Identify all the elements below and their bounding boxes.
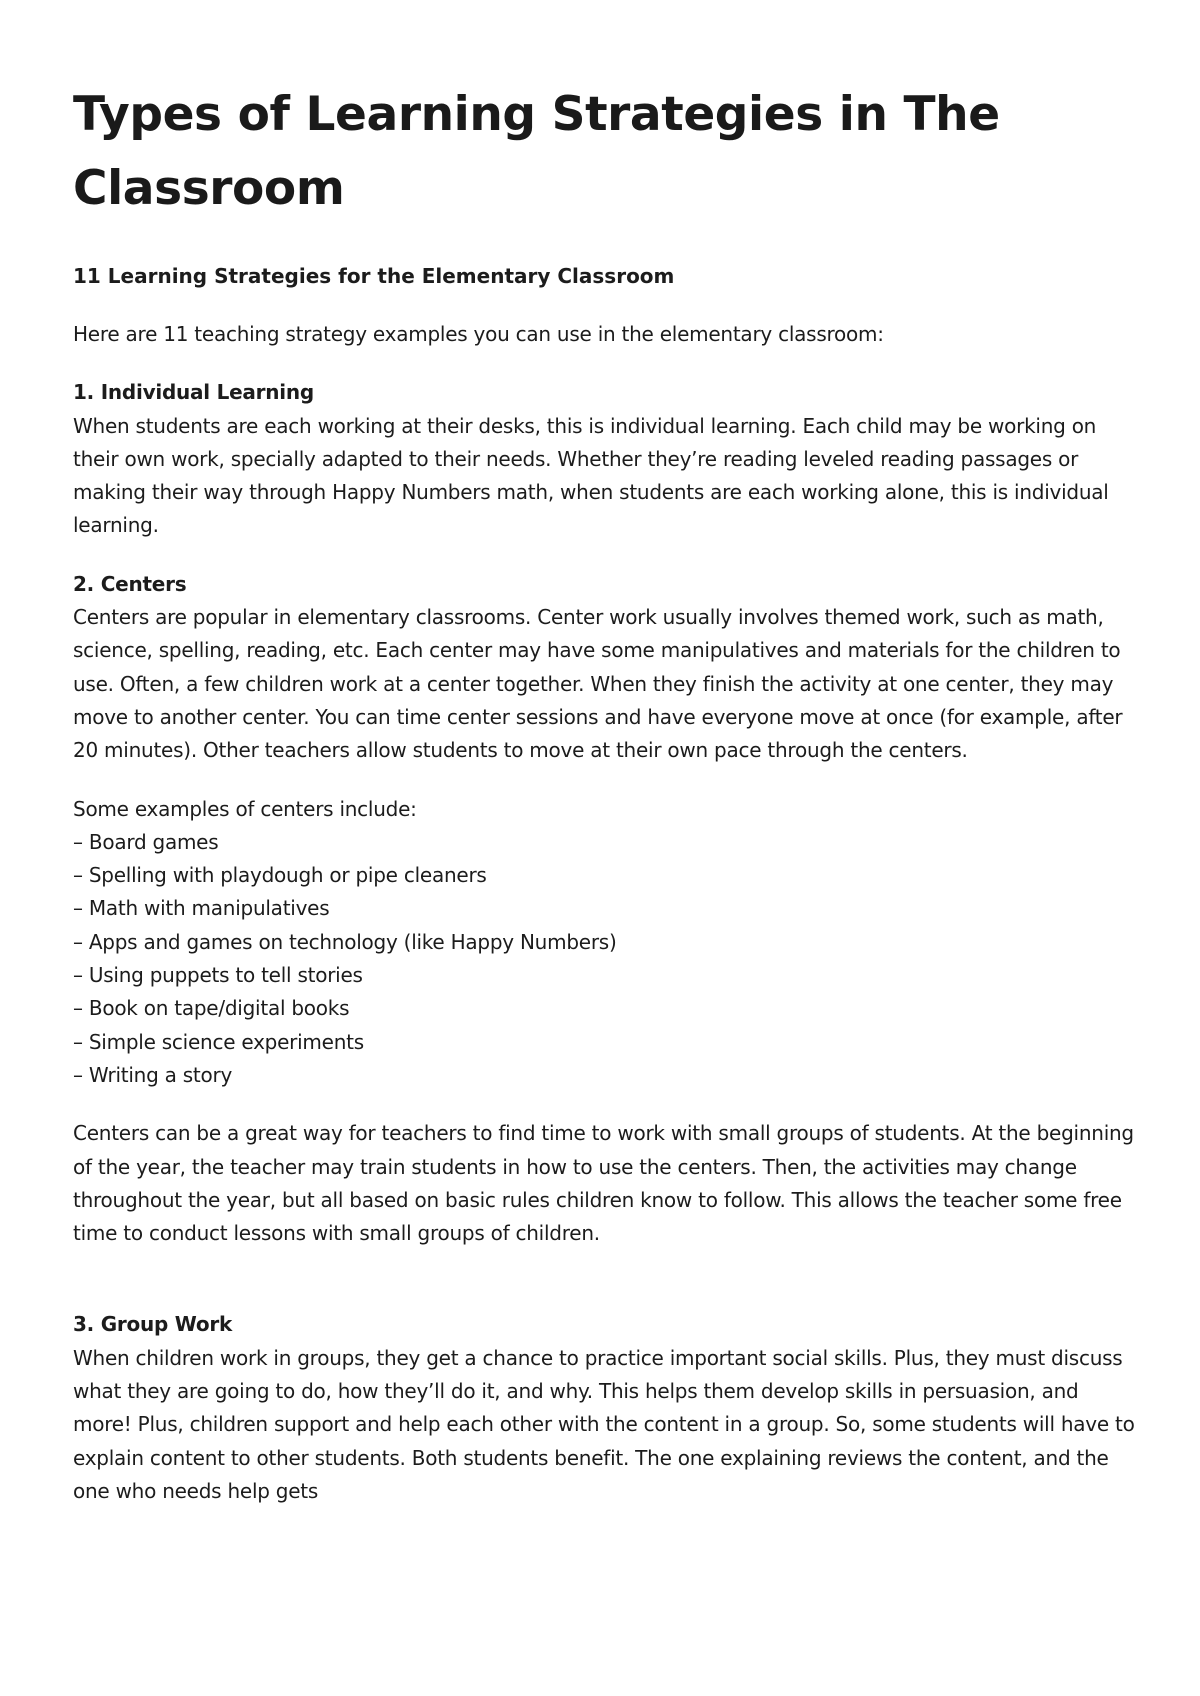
section-body: When students are each working at their desks, this is individual learning. Each child may be working on their own work, specially adapted to their needs. Whether they’re reading leveled reading passages or making their way through Happy Numbers math, when students are each working alone, this is individual learning. <box>73 413 1109 538</box>
section-title: 3. Group Work <box>73 1312 233 1337</box>
section-centers <box>73 568 1143 768</box>
list-item: – Writing a story <box>73 1062 233 1087</box>
section-title: 2. Centers <box>73 571 187 596</box>
list-item: – Math with manipulatives <box>73 896 330 921</box>
centers-examples-list <box>73 826 1143 1092</box>
section-body: Centers are popular in elementary classrooms. Center work usually involves themed work, such as math, science, spelling, reading, etc. Each center may have some manipulatives and materials for the children to use. Often, a few children work at a center together. When they finish the activity at one center, they may move to another center. You can time center sessions and have everyone move at once (for example, after 20 minutes). Other teachers allow students to move at their own pace through the centers. <box>73 605 1123 763</box>
centers-closing-paragraph: Centers can be a great way for teachers to find time to work with small groups of students. At the beginning of the year, the teacher may train students in how to use the centers. Then, the activities may change throughout the year, but all based on basic rules children know to follow. This allows the teacher some free time to conduct lessons with small groups of children. <box>73 1121 1134 1246</box>
list-item: – Using puppets to tell stories <box>73 963 363 988</box>
list-item: – Simple science experiments <box>73 1029 364 1054</box>
subheading: 11 Learning Strategies for the Elementary Classroom <box>73 264 675 288</box>
section-title: 1. Individual Learning <box>73 380 314 405</box>
page-title: Types of Learning Strategies in The Classroom <box>73 87 1000 216</box>
section-group-work <box>73 1308 1143 1508</box>
section-individual-learning <box>73 376 1143 542</box>
list-item: – Apps and games on technology (like Happy Numbers) <box>73 929 617 954</box>
intro-paragraph: Here are 11 teaching strategy examples you can use in the elementary classroom: <box>73 322 884 346</box>
document-page <box>73 78 1143 1508</box>
centers-list-intro: Some examples of centers include: <box>73 796 417 821</box>
list-item: – Book on tape/digital books <box>73 996 350 1021</box>
list-item: – Spelling with playdough or pipe cleaners <box>73 863 487 888</box>
list-item: – Board games <box>73 829 219 854</box>
section-body: When children work in groups, they get a chance to practice important social skills. Plus, they must discuss what they are going to do, how they’ll do it, and why. This helps them develop skills in persuasion, and more! Plus, children support and help each other with the content in a group. So, some students will have to explain content to other students. Both students benefit. The one explaining reviews the content, and the one who needs help gets <box>73 1345 1135 1503</box>
